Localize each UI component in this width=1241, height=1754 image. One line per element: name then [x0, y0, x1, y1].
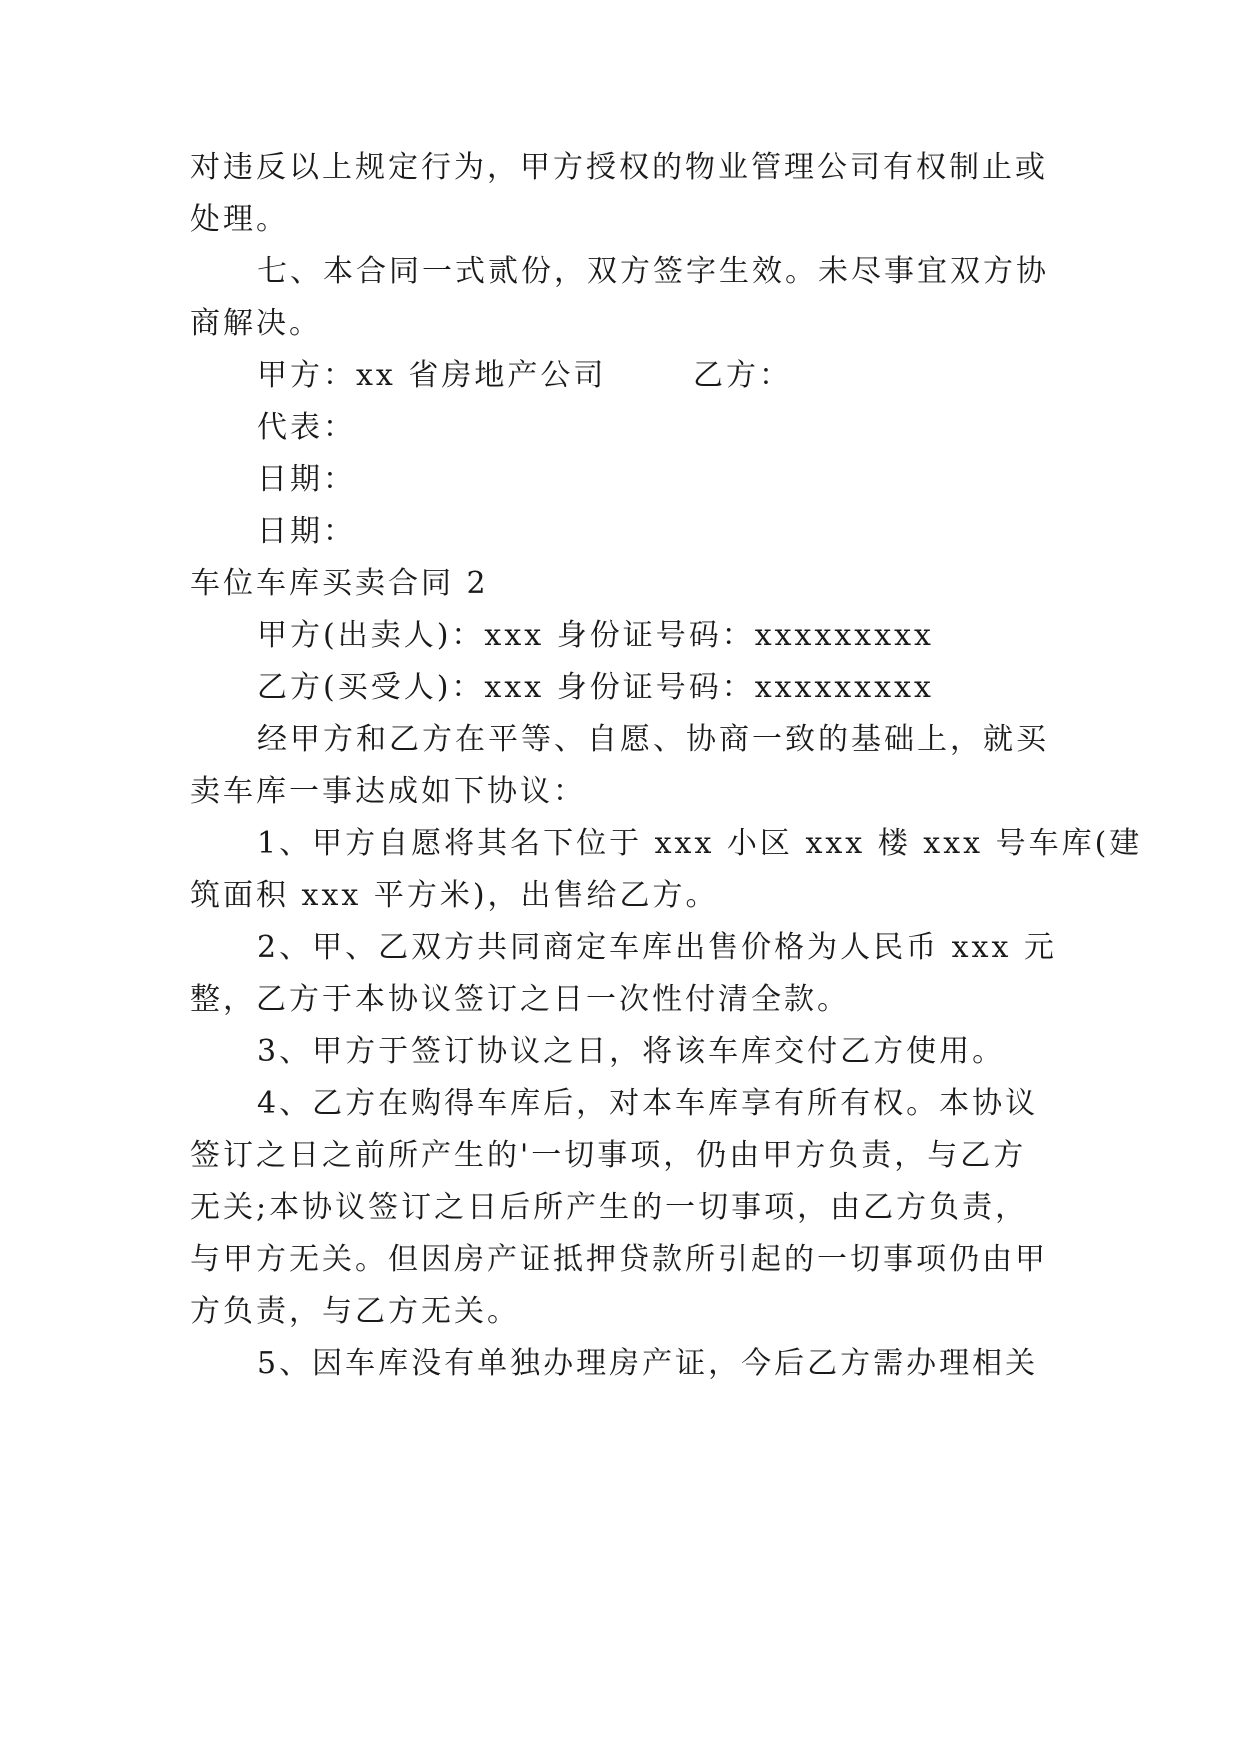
text-line: 卖车库一事达成如下协议：	[190, 774, 586, 809]
clause-4: 4、乙方在购得车库后，对本车库享有所有权。本协议	[257, 1086, 1039, 1121]
text-line: 七、本合同一式贰份，双方签字生效。未尽事宜双方协	[257, 254, 1049, 289]
text-line: 方负责，与乙方无关。	[190, 1294, 520, 1329]
text-line: 与甲方无关。但因房产证抵押贷款所引起的一切事项仍由甲	[190, 1242, 1048, 1277]
text-line: 无关;本协议签订之日后所产生的一切事项，由乙方负责，	[190, 1190, 1029, 1225]
signature-date: 日期：	[257, 514, 356, 549]
party-b-info: 乙方(买受人)：xxx 身份证号码：xxxxxxxxx	[257, 670, 934, 705]
signature-date: 日期：	[257, 462, 356, 497]
party-a-info: 甲方(出卖人)：xxx 身份证号码：xxxxxxxxx	[257, 618, 934, 653]
text-line: 对违反以上规定行为，甲方授权的物业管理公司有权制止或	[190, 150, 1048, 185]
signature-party-a: 甲方：xx 省房地产公司	[257, 358, 607, 393]
signature-representative: 代表：	[257, 410, 356, 445]
clause-2: 2、甲、乙双方共同商定车库出售价格为人民币 xxx 元	[257, 930, 1057, 965]
text-line: 筑面积 xxx 平方米)，出售给乙方。	[190, 878, 719, 913]
text-line: 处理。	[190, 202, 289, 237]
clause-5: 5、因车库没有单独办理房产证，今后乙方需办理相关	[257, 1346, 1039, 1381]
text-line: 经甲方和乙方在平等、自愿、协商一致的基础上，就买	[257, 722, 1049, 757]
clause-1: 1、甲方自愿将其名下位于 xxx 小区 xxx 楼 xxx 号车库(建	[257, 826, 1143, 861]
section-title: 车位车库买卖合同 2	[190, 566, 489, 601]
text-line: 整，乙方于本协议签订之日一次性付清全款。	[190, 982, 850, 1017]
clause-3: 3、甲方于签订协议之日，将该车库交付乙方使用。	[257, 1034, 1006, 1069]
text-line: 签订之日之前所产生的'一切事项，仍由甲方负责，与乙方	[190, 1138, 1027, 1173]
text-line: 商解决。	[190, 306, 322, 341]
signature-party-b: 乙方：	[693, 358, 792, 393]
